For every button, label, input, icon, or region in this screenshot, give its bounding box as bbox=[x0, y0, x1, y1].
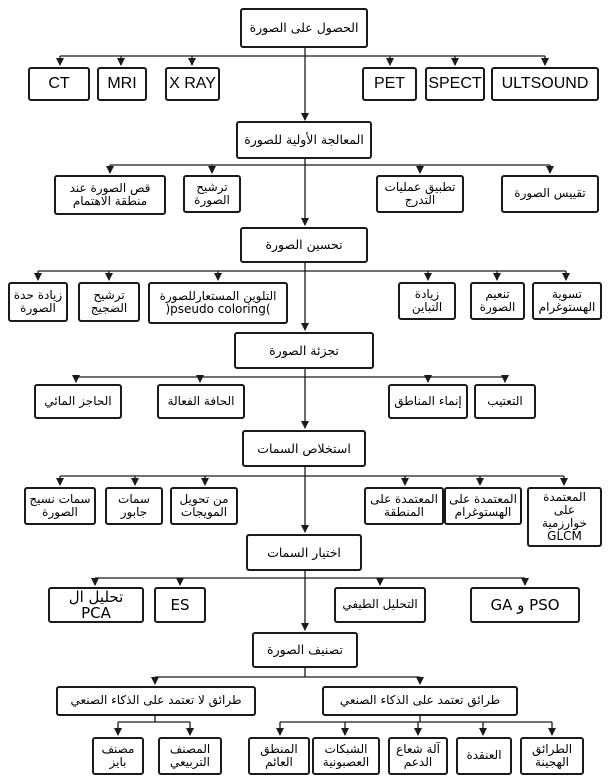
enh-sharpening: زيادة حدة الصورة bbox=[8, 282, 68, 322]
stage-enhancement: تحسين الصورة bbox=[240, 227, 368, 263]
feat-histogram-based: المعتمدة على الهستوغرام bbox=[444, 487, 522, 525]
stage-segmentation: تجزئة الصورة bbox=[234, 332, 374, 369]
stage-preprocessing: المعالجة الأولية للصورة bbox=[236, 121, 372, 159]
seg-active-contour: الحافة الفعالة bbox=[157, 384, 245, 419]
feat-wavelet: من تحويل المويجات bbox=[170, 487, 238, 525]
class-ai-methods: طرائق تعتمد على الذكاء الصنعي bbox=[322, 686, 518, 716]
modality-spect: SPECT bbox=[425, 67, 485, 101]
enh-noise-filtering: ترشيح الضجيج bbox=[78, 282, 140, 322]
seg-region-growing: إنماء المناطق bbox=[388, 384, 468, 419]
class-bayes: مصنف بايز bbox=[92, 737, 144, 775]
seg-watershed: الحاجز المائي bbox=[34, 384, 122, 419]
feat-glcm: المعتمدة على خوارزمية GLCM bbox=[527, 487, 602, 547]
sel-spectral-analysis: التحليل الطيفي bbox=[334, 587, 426, 623]
enh-histogram-equalization: تسوية الهستوغرام bbox=[532, 282, 602, 320]
feat-region-based: المعتمدة على المنطقة bbox=[364, 487, 444, 525]
modality-ultrasound: ULTSOUND bbox=[491, 67, 599, 101]
feat-gabor: سمات جابور bbox=[105, 487, 163, 525]
enh-contrast: زيادة التباين bbox=[398, 282, 456, 320]
enh-pseudo-coloring: التلوين المستعارللصورة (pseudo coloring) bbox=[148, 282, 288, 324]
preproc-roi-crop: قص الصورة عند منطقة الاهتمام bbox=[54, 175, 166, 215]
modality-ct: CT bbox=[28, 67, 90, 101]
modality-xray: X RAY bbox=[165, 67, 220, 101]
modality-mri: MRI bbox=[97, 67, 147, 101]
modality-pet: PET bbox=[362, 67, 417, 101]
seg-thresholding: التعتيب bbox=[474, 384, 536, 419]
sel-es: ES bbox=[154, 587, 206, 623]
stage-classification: تصنيف الصورة bbox=[252, 632, 358, 668]
preproc-filtering: ترشيح الصورة bbox=[183, 175, 241, 213]
stage-image-acquisition: الحصول على الصورة bbox=[240, 8, 368, 48]
enh-smoothing: تنعيم الصورة bbox=[470, 282, 525, 320]
class-svm: آلة شعاع الدعم bbox=[388, 737, 448, 775]
class-hybrid: الطرائق الهجينة bbox=[520, 737, 584, 775]
sel-ga-pso: GA و PSO bbox=[470, 587, 580, 623]
feat-texture: سمات نسيج الصورة bbox=[24, 487, 96, 525]
sel-pca: تحليل ال PCA bbox=[48, 587, 144, 623]
preproc-normalization: تقييس الصورة bbox=[501, 175, 599, 213]
class-fuzzy-logic: المنطق العائم bbox=[248, 737, 310, 775]
stage-feature-selection: اختيار السمات bbox=[246, 534, 362, 571]
class-neural-networks: الشبكات العصبونية bbox=[312, 737, 380, 775]
preproc-gradient: تطبيق عمليات التدرج bbox=[376, 175, 464, 213]
class-non-ai-methods: طرائق لا تعتمد على الذكاء الصنعي bbox=[56, 686, 256, 716]
stage-feature-extraction: استخلاص السمات bbox=[242, 430, 366, 467]
class-clustering: العنقدة bbox=[456, 737, 512, 775]
class-quadratic: المصنف التربيعي bbox=[158, 737, 222, 775]
